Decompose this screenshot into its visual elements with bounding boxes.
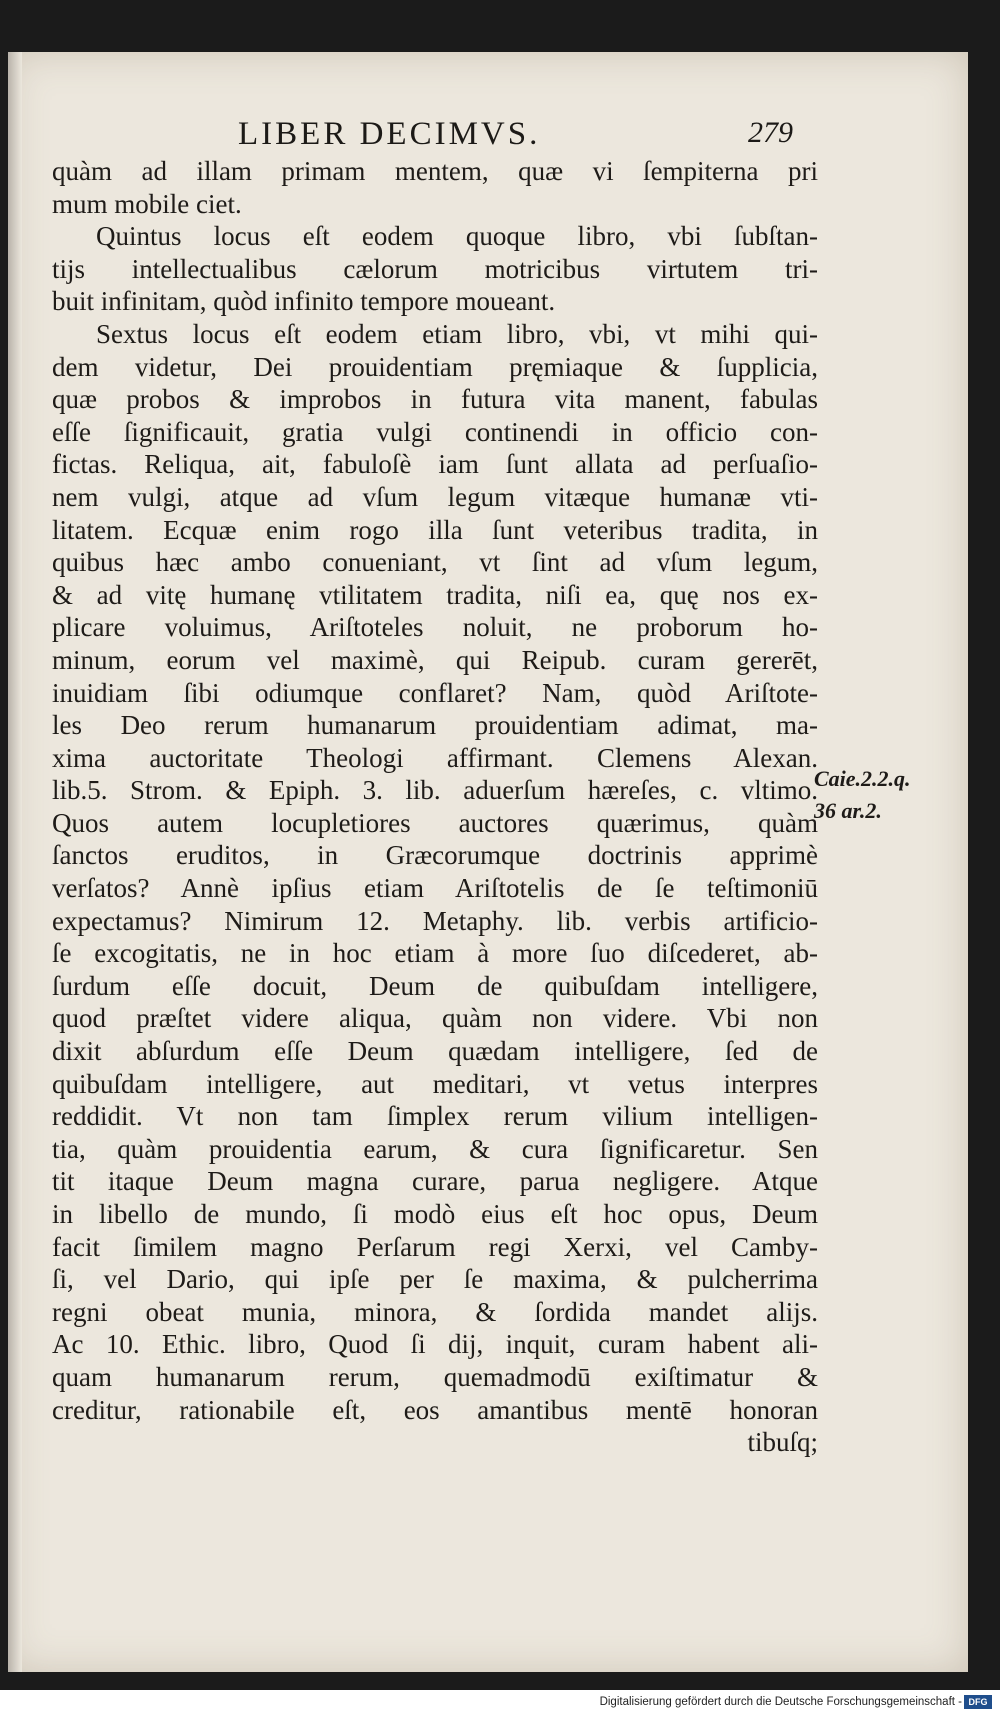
text-line: tijs intellectualibus cælorum motricibus virtutem tri-	[52, 253, 818, 284]
text-line: & ad vitę humanę vtilitatem tradita, niſi ea, quę nos ex-	[52, 579, 818, 610]
text-line: tit itaque Deum magna curare, parua negligere. Atque	[52, 1166, 818, 1197]
text-line: eſſe ſignificauit, gratia vulgi continendi in officio con-	[52, 416, 818, 447]
text-line: dem videtur, Dei prouidentiam pręmiaque & ſupplicia,	[52, 351, 818, 382]
book-page	[8, 52, 968, 1672]
text-line: creditur, rationabile eſt, eos amantibus mentē honoran	[52, 1394, 818, 1425]
page-gutter-shadow	[8, 52, 22, 1672]
text-line: ſanctos eruditos, in Græcorumque doctrinis apprimè	[52, 840, 818, 871]
text-line: litatem. Ecquæ enim rogo illa ſunt veteribus tradita, in	[52, 514, 818, 545]
text-line: xima auctoritate Theologi affirmant. Clemens Alexan.	[52, 742, 818, 773]
text-line: Quos autem locupletiores auctores quærimus, quàm	[52, 807, 818, 838]
page-number: 279	[748, 116, 793, 149]
text-line: lib.5. Strom. & Epiph. 3. lib. aduerſum hæreſes, c. vltimo.	[52, 775, 818, 806]
body-text	[52, 155, 818, 1459]
text-line: ſurdum eſſe docuit, Deum de quibuſdam intelligere,	[52, 970, 818, 1001]
text-line: inuidiam ſibi odiumque conflaret? Nam, quòd Ariſtote-	[52, 677, 818, 708]
text-line: quàm ad illam primam mentem, quæ vi ſempiterna pri	[52, 156, 818, 186]
text-line: ſi, vel Dario, qui ipſe per ſe maxima, & pulcherrima	[52, 1264, 818, 1295]
text-line: Quintus locus eſt eodem quoque libro, vbi ſubſtan-	[96, 221, 818, 252]
running-head: LIBER DECIMVS.	[238, 116, 541, 152]
text-line: Ac 10. Ethic. libro, Quod ſi dij, inquit, curam habent ali-	[52, 1329, 818, 1360]
text-line: quæ probos & improbos in futura vita manent, fabulas	[52, 384, 818, 415]
text-line: tibuſq;	[747, 1427, 818, 1458]
text-line: dixit abſurdum eſſe Deum quædam intelligere, ſed de	[52, 1036, 818, 1067]
text-line: Sextus locus eſt eodem etiam libro, vbi, vt mihi qui-	[96, 318, 818, 349]
text-line: reddidit. Vt non tam ſimplex rerum vilium intelligen-	[52, 1101, 818, 1132]
marginal-note: 36 ar.2.	[814, 798, 882, 823]
text-line: plicare voluimus, Ariſtoteles noluit, ne proborum ho-	[52, 612, 818, 643]
text-line: minum, eorum vel maximè, qui Reipub. curam gererēt,	[52, 644, 818, 675]
text-line: quibuſdam intelligere, aut meditari, vt vetus interpres	[52, 1068, 818, 1099]
text-line: nem vulgi, atque ad vſum legum vitæque humanæ vti-	[52, 481, 818, 512]
text-line: les Deo rerum humanarum prouidentiam adimat, ma-	[52, 710, 818, 741]
marginal-note: Caie.2.2.q.	[814, 766, 911, 791]
text-line: quibus hæc ambo conueniant, vt ſint ad vſum legum,	[52, 547, 818, 578]
digitization-credit: Digitalisierung gefördert durch die Deutsche Forschungsgemeinschaft -	[599, 1696, 962, 1708]
text-line: verſatos? Annè ipſius etiam Ariſtotelis de ſe teſtimoniū	[52, 873, 818, 904]
text-line: quod præſtet videre aliqua, quàm non videre. Vbi non	[52, 1003, 818, 1034]
text-line: buit infinitam, quòd infinito tempore moueant.	[52, 286, 556, 317]
text-line: fictas. Reliqua, ait, fabuloſè iam ſunt allata ad perſuaſio-	[52, 449, 818, 480]
dfg-logo: DFG	[964, 1695, 992, 1709]
text-line: expectamus? Nimirum 12. Metaphy. lib. verbis artificio-	[52, 905, 818, 936]
text-line: in libello de mundo, ſi modò eius eſt hoc opus, Deum	[52, 1199, 818, 1229]
text-line: ſe excogitatis, ne in hoc etiam à more ſuo diſcederet, ab-	[52, 938, 818, 969]
text-line: regni obeat munia, minora, & ſordida mandet alijs.	[52, 1296, 818, 1327]
text-line: quam humanarum rerum, quemadmodū exiſtimatur &	[52, 1361, 818, 1392]
text-line: facit ſimilem magno Perſarum regi Xerxi, vel Camby-	[52, 1231, 818, 1262]
text-line: tia, quàm prouidentia earum, & cura ſignificaretur. Sen	[52, 1133, 818, 1164]
text-line: mum mobile ciet.	[52, 188, 242, 219]
